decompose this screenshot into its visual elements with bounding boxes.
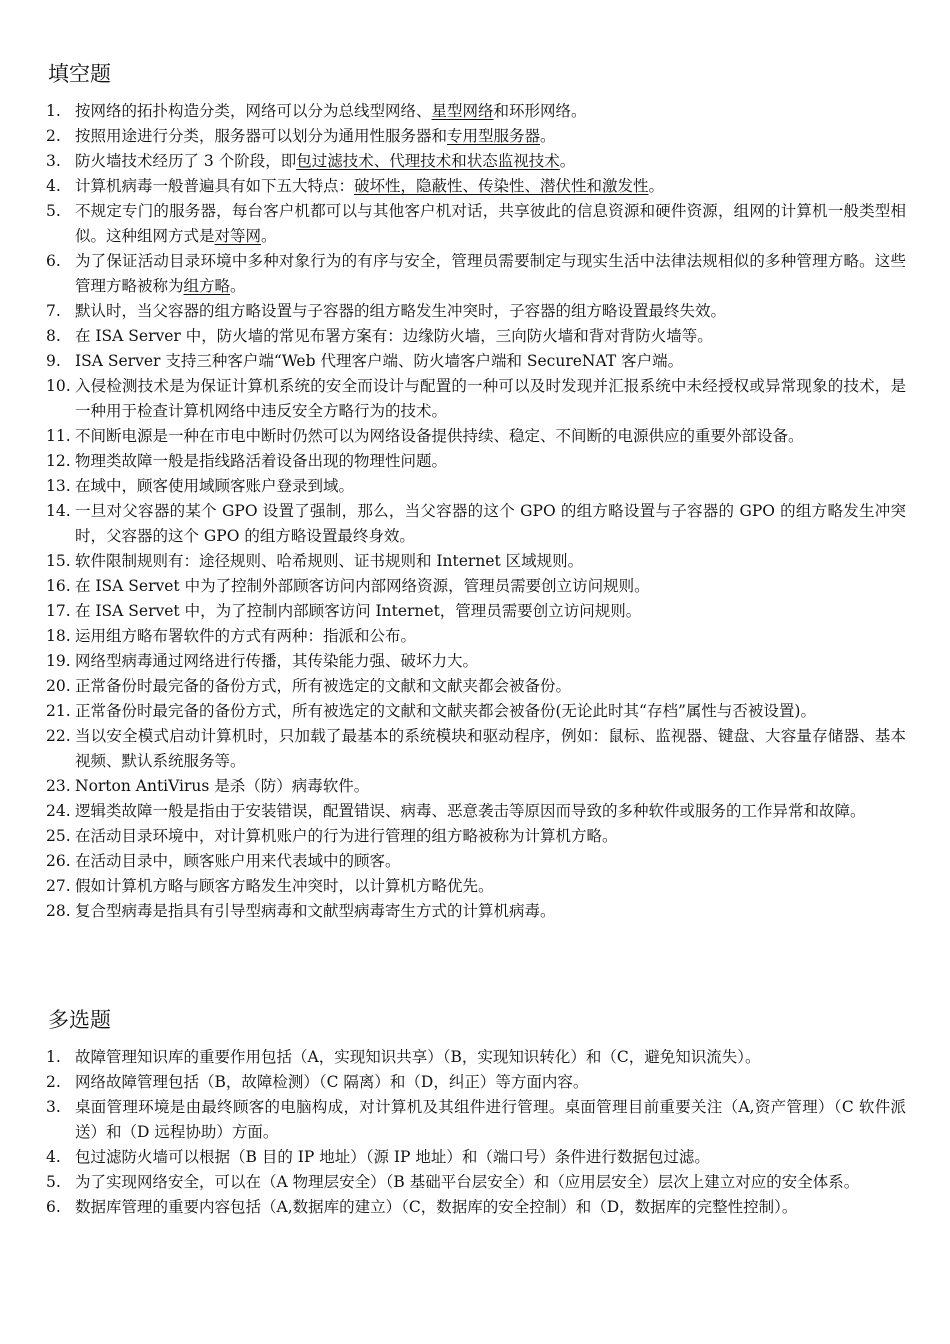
item-text: 当以安全模式启动计算机时，只加载了最基本的系统模块和驱动程序，例如：鼠标、监视器、键盘、大容量存储器、基本视频、默认系统服务等。 xyxy=(75,727,906,770)
item-text: 逻辑类故障一般是指由于安装错误，配置错误、病毒、恶意袭击等原因而导致的多种软件或服务的工作异常和故障。 xyxy=(75,802,866,820)
fill-in-item xyxy=(0,349,950,374)
item-text: 入侵检测技术是为保证计算机系统的安全而设计与配置的一种可以及时发现并汇报系统中未经授权或异常现象的技术，是一种用于检查计算机网络中违反安全方略行为的技术。 xyxy=(75,377,906,420)
item-text: 故障管理知识库的重要作用包括（A，实现知识共享）（B，实现知识转化）和（C，避免知识流失）。 xyxy=(75,1048,761,1066)
item-number: 4. xyxy=(46,1148,61,1166)
item-text: 一旦对父容器的某个 GPO 设置了强制，那么，当父容器的这个 GPO 的组方略设置与子容器的 GPO 的组方略发生冲突时，父容器的这个 GPO 的组方略设置最终身效。 xyxy=(75,502,906,545)
item-number: 26. xyxy=(46,852,71,870)
item-text: 按照用途进行分类，服务器可以划分为通用性服务器和 xyxy=(75,127,448,145)
answer-underlined: 包过滤技术、代理技术和状态监视技术 xyxy=(296,152,560,170)
answer-underlined: 对等网 xyxy=(214,227,262,245)
fill-in-item xyxy=(0,724,950,774)
answer-underlined: 破坏性，隐蔽性、传染性、潜伏性和激发性 xyxy=(354,177,649,195)
item-text: 不规定专门的服务器，每台客户机都可以与其他客户机对话，共享彼此的信息资源和硬件资源，组网的计算机一般类型相似。这种组网方式是 xyxy=(75,202,906,245)
item-number: 19. xyxy=(46,652,71,670)
fill-in-item xyxy=(0,249,950,299)
item-number: 3. xyxy=(46,152,61,170)
item-text: 。 xyxy=(648,177,665,195)
fill-in-question-list xyxy=(0,99,950,924)
item-number: 15. xyxy=(46,552,71,570)
fill-in-item xyxy=(0,124,950,149)
item-text: 物理类故障一般是指线路活着设备出现的物理性问题。 xyxy=(75,452,448,470)
item-text: 桌面管理环境是由最终顾客的电脑构成，对计算机及其组件进行管理。桌面管理目前重要关注（A,资产管理）（C 软件派送）和（D 远程协助）方面。 xyxy=(75,1098,906,1141)
item-text: Norton AntiVirus 是杀（防）病毒软件。 xyxy=(75,777,370,795)
fill-in-item xyxy=(0,774,950,799)
item-number: 9. xyxy=(46,352,61,370)
item-number: 20. xyxy=(46,677,71,695)
fill-in-item xyxy=(0,449,950,474)
fill-in-item xyxy=(0,849,950,874)
item-text: 在 ISA Servet 中，为了控制内部顾客访问 Internet，管理员需要创立访问规则。 xyxy=(75,602,642,620)
item-number: 24. xyxy=(46,802,71,820)
item-number: 22. xyxy=(46,727,71,745)
item-text: 在活动目录环境中，对计算机账户的行为进行管理的组方略被称为计算机方略。 xyxy=(75,827,618,845)
fill-in-item xyxy=(0,99,950,124)
item-number: 5. xyxy=(46,202,61,220)
item-number: 13. xyxy=(46,477,71,495)
fill-in-item xyxy=(0,199,950,249)
fill-in-item xyxy=(0,474,950,499)
item-number: 11. xyxy=(46,427,71,445)
answer-underlined: 星型网络 xyxy=(431,102,494,120)
item-text: 在 ISA Servet 中为了控制外部顾客访问内部网络资源，管理员需要创立访问规则。 xyxy=(75,577,650,595)
fill-in-item xyxy=(0,299,950,324)
item-number: 8. xyxy=(46,327,61,345)
section-title-multiple-choice: 多选题 xyxy=(48,1008,111,1032)
fill-in-item xyxy=(0,699,950,724)
fill-in-item xyxy=(0,649,950,674)
item-text: 计算机病毒一般普遍具有如下五大特点： xyxy=(75,177,355,195)
item-text: 复合型病毒是指具有引导型病毒和文献型病毒寄生方式的计算机病毒。 xyxy=(75,902,556,920)
item-text: 。 xyxy=(261,227,277,245)
fill-in-item xyxy=(0,874,950,899)
item-number: 5. xyxy=(46,1173,61,1191)
item-text: 。 xyxy=(559,152,576,170)
fill-in-item xyxy=(0,599,950,624)
fill-in-item xyxy=(0,574,950,599)
item-number: 17. xyxy=(46,602,71,620)
item-text: 网络故障管理包括（B，故障检测）（C 隔离）和（D，纠正）等方面内容。 xyxy=(75,1073,589,1091)
item-number: 18. xyxy=(46,627,71,645)
item-text: 防火墙技术经历了 3 个阶段，即 xyxy=(75,152,297,170)
item-text: 。 xyxy=(230,277,246,295)
item-text: 在 ISA Server 中，防火墙的常见布署方案有：边缘防火墙，三向防火墙和背对背防火墙等。 xyxy=(75,327,713,345)
item-text: 正常备份时最完备的备份方式，所有被选定的文献和文献夹都会被备份。 xyxy=(75,677,572,695)
multiple-choice-question-list xyxy=(0,1045,950,1220)
item-number: 6. xyxy=(46,1198,61,1216)
item-number: 23. xyxy=(46,777,71,795)
fill-in-item xyxy=(0,324,950,349)
fill-in-item xyxy=(0,824,950,849)
item-number: 25. xyxy=(46,827,71,845)
fill-in-item xyxy=(0,374,950,424)
fill-in-item xyxy=(0,149,950,174)
fill-in-item xyxy=(0,424,950,449)
multiple-choice-item xyxy=(0,1070,950,1095)
fill-in-item xyxy=(0,499,950,549)
fill-in-item xyxy=(0,174,950,199)
item-text: 为了实现网络安全，可以在（A 物理层安全）（B 基础平台层安全）和（应用层安全）层次上建立对应的安全体系。 xyxy=(75,1173,860,1191)
item-number: 27. xyxy=(46,877,71,895)
item-number: 12. xyxy=(46,452,71,470)
item-number: 3. xyxy=(46,1098,61,1116)
fill-in-item xyxy=(0,549,950,574)
item-text: 数据库管理的重要内容包括（A,数据库的建立）（C，数据库的安全控制）和（D，数据库的完整性控制）。 xyxy=(75,1198,798,1216)
item-number: 21. xyxy=(46,702,71,720)
item-number: 2. xyxy=(46,1073,61,1091)
item-number: 2. xyxy=(46,127,61,145)
item-number: 28. xyxy=(46,902,71,920)
multiple-choice-item xyxy=(0,1170,950,1195)
item-text: 在域中，顾客使用域顾客账户登录到域。 xyxy=(75,477,355,495)
item-number: 14. xyxy=(46,502,71,520)
item-text: 为了保证活动目录环境中多种对象行为的有序与安全，管理员需要制定与现实生活中法律法规相似的多种管理方略。这些管理方略被称为 xyxy=(75,252,906,295)
answer-underlined: 组方略 xyxy=(183,277,231,295)
item-text: 假如计算机方略与顾客方略发生冲突时，以计算机方略优先。 xyxy=(75,877,494,895)
item-text: 运用组方略布署软件的方式有两种：指派和公布。 xyxy=(75,627,417,645)
item-number: 7. xyxy=(46,302,61,320)
item-text: 和环形网络。 xyxy=(493,102,587,120)
section-title-fill-in: 填空题 xyxy=(48,62,111,86)
multiple-choice-item xyxy=(0,1195,950,1220)
item-text: 按网络的拓扑构造分类，网络可以分为总线型网络、 xyxy=(75,102,432,120)
item-number: 6. xyxy=(46,252,61,270)
multiple-choice-item xyxy=(0,1145,950,1170)
item-number: 1. xyxy=(46,1048,61,1066)
multiple-choice-item xyxy=(0,1045,950,1070)
item-text: 正常备份时最完备的备份方式，所有被选定的文献和文献夹都会被备份(无论此时其“存档”属性与否被设置)。 xyxy=(75,702,816,720)
item-text: 网络型病毒通过网络进行传播，其传染能力强、破坏力大。 xyxy=(75,652,479,670)
fill-in-item xyxy=(0,674,950,699)
item-text: 。 xyxy=(540,127,556,145)
fill-in-item xyxy=(0,899,950,924)
item-number: 4. xyxy=(46,177,61,195)
item-text: 默认时，当父容器的组方略设置与子容器的组方略发生冲突时，子容器的组方略设置最终失效。 xyxy=(75,302,727,320)
item-text: 包过滤防火墙可以根据（B 目的 IP 地址）（源 IP 地址）和（端口号）条件进行数据包过滤。 xyxy=(75,1148,710,1166)
answer-underlined: 专用型服务器 xyxy=(447,127,541,145)
item-number: 1. xyxy=(46,102,61,120)
item-number: 16. xyxy=(46,577,71,595)
multiple-choice-item xyxy=(0,1095,950,1145)
fill-in-item xyxy=(0,624,950,649)
item-text: 软件限制规则有：途径规则、哈希规则、证书规则和 Internet 区域规则。 xyxy=(75,552,584,570)
item-number: 10. xyxy=(46,377,71,395)
item-text: ISA Server 支持三种客户端“Web 代理客户端、防火墙客户端和 SecureNAT 客户端。 xyxy=(75,352,684,370)
item-text: 不间断电源是一种在市电中断时仍然可以为网络设备提供持续、稳定、不间断的电源供应的重要外部设备。 xyxy=(75,427,804,445)
fill-in-item xyxy=(0,799,950,824)
item-text: 在活动目录中，顾客账户用来代表域中的顾客。 xyxy=(75,852,401,870)
